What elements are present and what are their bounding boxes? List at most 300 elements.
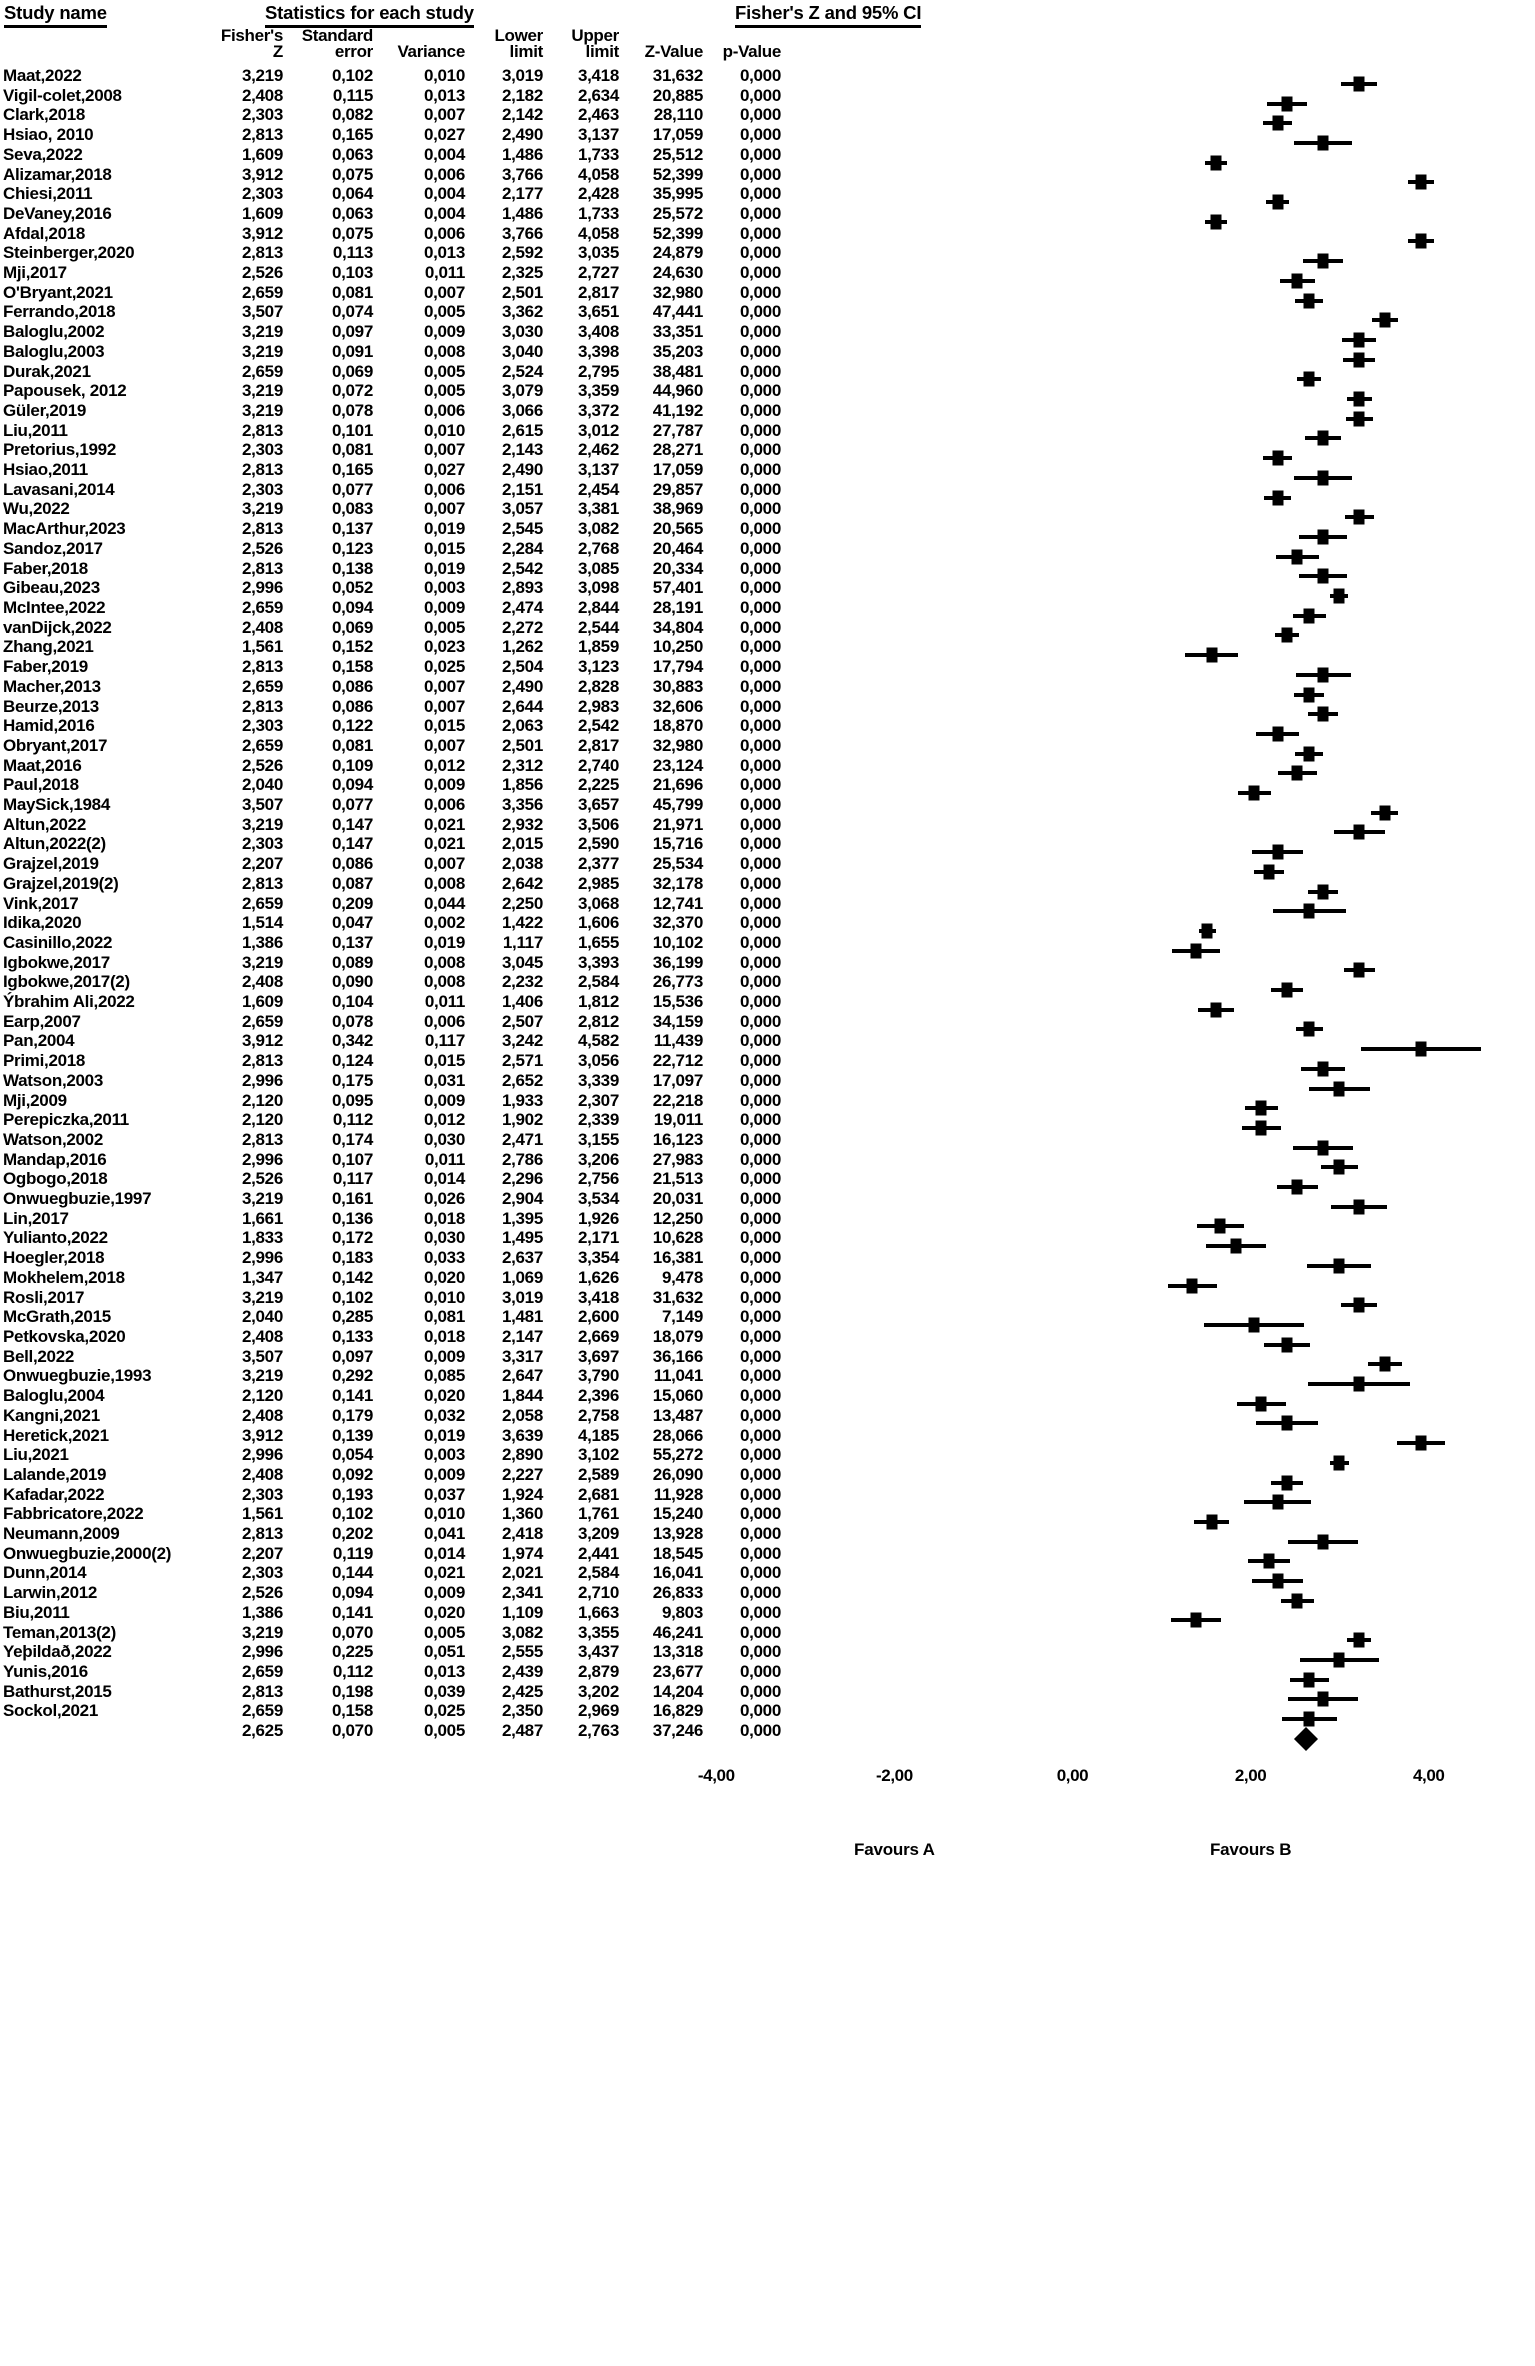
cell-lower-limit: 2,490 [501, 460, 543, 480]
cell-p-value: 0,000 [739, 499, 781, 519]
cell-lower-limit: 1,924 [501, 1484, 543, 1504]
cell-z-value: 26,833 [652, 1583, 703, 1603]
cell-standard-error: 0,202 [331, 1524, 373, 1544]
cell-lower-limit: 1,395 [501, 1208, 543, 1228]
cell-study-name: Igbokwe,2017 [3, 952, 110, 972]
effect-size-marker [1415, 1436, 1426, 1451]
cell-upper-limit: 2,812 [577, 1011, 619, 1031]
cell-variance: 0,025 [423, 657, 465, 677]
cell-lower-limit: 2,063 [501, 716, 543, 736]
cell-upper-limit: 2,377 [577, 854, 619, 874]
cell-standard-error: 0,075 [331, 223, 373, 243]
cell-standard-error: 0,077 [331, 795, 373, 815]
cell-p-value: 0,000 [739, 1366, 781, 1386]
cell-p-value: 0,000 [739, 105, 781, 125]
cell-variance: 0,007 [423, 105, 465, 125]
cell-fishers-z: 2,526 [241, 755, 283, 775]
cell-lower-limit: 1,974 [501, 1543, 543, 1563]
cell-variance: 0,007 [423, 440, 465, 460]
cell-p-value: 0,000 [739, 1543, 781, 1563]
cell-z-value: 24,630 [652, 263, 703, 283]
effect-size-marker [1354, 510, 1365, 525]
cell-lower-limit: 2,182 [501, 85, 543, 105]
cell-lower-limit: 3,766 [501, 164, 543, 184]
cell-variance: 0,023 [423, 637, 465, 657]
cell-fishers-z: 3,219 [241, 1622, 283, 1642]
cell-fishers-z: 2,996 [241, 1248, 283, 1268]
cell-fishers-z: 2,813 [241, 1129, 283, 1149]
cell-variance: 0,019 [423, 558, 465, 578]
cell-upper-limit: 2,756 [577, 1169, 619, 1189]
cell-fishers-z: 2,408 [241, 85, 283, 105]
cell-z-value: 18,545 [652, 1543, 703, 1563]
cell-p-value: 0,000 [739, 1307, 781, 1327]
cell-p-value: 0,000 [739, 420, 781, 440]
cell-variance: 0,011 [424, 992, 465, 1012]
cell-lower-limit: 1,360 [501, 1504, 543, 1524]
cell-upper-limit: 3,339 [577, 1070, 619, 1090]
cell-lower-limit: 2,504 [501, 657, 543, 677]
cell-lower-limit: 2,893 [501, 578, 543, 598]
cell-lower-limit: 2,786 [501, 1149, 543, 1169]
cell-variance: 0,011 [424, 263, 465, 283]
cell-p-value: 0,000 [739, 144, 781, 164]
cell-fishers-z: 2,303 [241, 440, 283, 460]
cell-z-value: 11,041 [653, 1366, 703, 1386]
cell-study-name: Watson,2003 [3, 1070, 103, 1090]
axis-tick-label: 4,00 [1413, 1766, 1445, 1786]
column-header-z-value-label: Z-Value [644, 42, 703, 61]
cell-variance: 0,013 [423, 243, 465, 263]
cell-p-value: 0,000 [739, 893, 781, 913]
cell-p-value: 0,000 [739, 834, 781, 854]
cell-fishers-z: 2,813 [241, 243, 283, 263]
cell-lower-limit: 2,325 [501, 263, 543, 283]
cell-fishers-z: 2,813 [241, 696, 283, 716]
cell-variance: 0,005 [423, 302, 465, 322]
cell-fishers-z: 3,219 [241, 1287, 283, 1307]
cell-standard-error: 0,095 [331, 1090, 373, 1110]
cell-upper-limit: 2,727 [577, 263, 619, 283]
cell-variance: 0,008 [423, 341, 465, 361]
cell-fishers-z: 2,120 [241, 1110, 283, 1130]
cell-standard-error: 0,144 [331, 1563, 373, 1583]
cell-standard-error: 0,081 [331, 735, 373, 755]
cell-z-value: 28,191 [652, 597, 703, 617]
effect-size-marker [1272, 195, 1283, 210]
cell-study-name: Vink,2017 [3, 893, 79, 913]
cell-variance: 0,006 [423, 479, 465, 499]
cell-z-value: 15,240 [652, 1504, 703, 1524]
cell-z-value: 15,536 [652, 992, 703, 1012]
cell-upper-limit: 2,463 [577, 105, 619, 125]
cell-p-value: 0,000 [739, 1208, 781, 1228]
cell-study-name: Liu,2021 [3, 1445, 69, 1465]
cell-variance: 0,009 [423, 775, 465, 795]
cell-upper-limit: 2,544 [577, 617, 619, 637]
cell-variance: 0,044 [423, 893, 465, 913]
cell-study-name: Yulianto,2022 [3, 1228, 108, 1248]
cell-study-name: Rosli,2017 [3, 1287, 85, 1307]
effect-size-marker [1272, 451, 1283, 466]
cell-standard-error: 0,158 [331, 657, 373, 677]
effect-size-marker [1415, 234, 1426, 249]
cell-z-value: 16,829 [652, 1701, 703, 1721]
cell-standard-error: 0,112 [332, 1661, 373, 1681]
effect-size-marker [1190, 1613, 1201, 1628]
effect-size-marker [1354, 352, 1365, 367]
cell-z-value: 23,124 [652, 755, 703, 775]
cell-lower-limit: 3,082 [501, 1622, 543, 1642]
cell-variance: 0,003 [423, 1445, 465, 1465]
cell-variance: 0,018 [423, 1208, 465, 1228]
cell-upper-limit: 2,740 [577, 755, 619, 775]
cell-upper-limit: 2,983 [577, 696, 619, 716]
cell-fishers-z: 2,303 [241, 479, 283, 499]
effect-size-marker [1334, 1258, 1345, 1273]
cell-z-value: 25,512 [652, 144, 703, 164]
cell-fishers-z: 2,408 [241, 972, 283, 992]
cell-standard-error: 0,179 [331, 1405, 373, 1425]
cell-fishers-z: 2,659 [241, 1011, 283, 1031]
column-header-standard-error-line1: Standard [301, 26, 373, 45]
column-header-standard-error [283, 28, 373, 66]
cell-p-value: 0,000 [739, 696, 781, 716]
cell-upper-limit: 3,790 [577, 1366, 619, 1386]
cell-fishers-z: 1,661 [241, 1208, 283, 1228]
cell-study-name: Chiesi,2011 [3, 184, 93, 204]
axis-tick-label: -4,00 [697, 1766, 735, 1786]
cell-fishers-z: 1,561 [241, 1504, 283, 1524]
cell-upper-limit: 3,408 [577, 322, 619, 342]
cell-variance: 0,051 [423, 1642, 465, 1662]
cell-fishers-z: 2,625 [241, 1721, 283, 1741]
cell-study-name: Grajzel,2019(2) [3, 873, 119, 893]
cell-z-value: 52,399 [652, 223, 703, 243]
cell-lower-limit: 2,250 [501, 893, 543, 913]
cell-fishers-z: 1,347 [241, 1267, 283, 1287]
cell-p-value: 0,000 [739, 66, 781, 85]
cell-upper-limit: 2,879 [577, 1661, 619, 1681]
cell-z-value: 10,628 [652, 1228, 703, 1248]
cell-fishers-z: 3,912 [241, 1031, 283, 1051]
cell-p-value: 0,000 [739, 1386, 781, 1406]
cell-p-value: 0,000 [739, 361, 781, 381]
cell-variance: 0,008 [423, 873, 465, 893]
cell-p-value: 0,000 [739, 538, 781, 558]
cell-fishers-z: 1,386 [241, 932, 283, 952]
cell-fishers-z: 2,813 [241, 1051, 283, 1071]
cell-study-name: Hoegler,2018 [3, 1248, 105, 1268]
effect-size-marker [1264, 864, 1275, 879]
cell-variance: 0,010 [423, 420, 465, 440]
cell-fishers-z: 3,507 [241, 1346, 283, 1366]
cell-variance: 0,006 [423, 400, 465, 420]
cell-upper-limit: 1,663 [577, 1602, 619, 1622]
cell-study-name: Ferrando,2018 [3, 302, 116, 322]
cell-fishers-z: 2,408 [241, 1405, 283, 1425]
cell-study-name: Grajzel,2019 [3, 854, 99, 874]
cell-p-value: 0,000 [739, 1445, 781, 1465]
cell-variance: 0,007 [423, 282, 465, 302]
cell-study-name: DeVaney,2016 [3, 203, 112, 223]
cell-study-name: Heretick,2021 [3, 1425, 109, 1445]
cell-p-value: 0,000 [739, 519, 781, 539]
cell-variance: 0,033 [423, 1248, 465, 1268]
cell-fishers-z: 2,659 [241, 282, 283, 302]
effect-size-marker [1354, 76, 1365, 91]
cell-fishers-z: 2,303 [241, 105, 283, 125]
cell-z-value: 27,983 [652, 1149, 703, 1169]
cell-lower-limit: 2,647 [501, 1366, 543, 1386]
cell-standard-error: 0,141 [331, 1386, 373, 1406]
cell-standard-error: 0,124 [331, 1051, 373, 1071]
cell-upper-limit: 3,102 [577, 1445, 619, 1465]
cell-upper-limit: 1,812 [577, 992, 619, 1012]
cell-lower-limit: 3,242 [501, 1031, 543, 1051]
cell-fishers-z: 2,659 [241, 361, 283, 381]
cell-variance: 0,002 [423, 913, 465, 933]
summary-diamond [1294, 1727, 1318, 1751]
group-header-study-name: Study name [4, 2, 107, 28]
cell-lower-limit: 2,471 [501, 1129, 543, 1149]
cell-upper-limit: 4,185 [577, 1425, 619, 1445]
cell-variance: 0,015 [423, 716, 465, 736]
effect-size-marker [1292, 766, 1303, 781]
cell-study-name: Liu,2011 [3, 420, 68, 440]
cell-lower-limit: 2,637 [501, 1248, 543, 1268]
effect-size-marker [1318, 1692, 1329, 1707]
cell-p-value: 0,000 [739, 1169, 781, 1189]
cell-study-name: Fabbricatore,2022 [3, 1504, 144, 1524]
effect-size-marker [1249, 1317, 1260, 1332]
effect-size-marker [1210, 155, 1221, 170]
effect-size-marker [1272, 1495, 1283, 1510]
cell-variance: 0,010 [423, 1504, 465, 1524]
cell-standard-error: 0,165 [331, 460, 373, 480]
effect-size-marker [1379, 313, 1390, 328]
cell-z-value: 21,971 [652, 814, 703, 834]
cell-standard-error: 0,054 [331, 1445, 373, 1465]
cell-variance: 0,009 [423, 1090, 465, 1110]
cell-variance: 0,014 [423, 1169, 465, 1189]
cell-p-value: 0,000 [739, 322, 781, 342]
cell-study-name: vanDijck,2022 [3, 617, 112, 637]
cell-variance: 0,020 [423, 1386, 465, 1406]
cell-study-name: Mokhelem,2018 [3, 1267, 125, 1287]
cell-variance: 0,019 [423, 932, 465, 952]
cell-standard-error: 0,072 [331, 381, 373, 401]
cell-lower-limit: 2,284 [501, 538, 543, 558]
cell-fishers-z: 2,040 [241, 775, 283, 795]
cell-upper-limit: 3,506 [577, 814, 619, 834]
cell-z-value: 21,696 [652, 775, 703, 795]
cell-variance: 0,007 [423, 696, 465, 716]
cell-lower-limit: 2,177 [501, 184, 543, 204]
cell-standard-error: 0,152 [331, 637, 373, 657]
effect-size-marker [1304, 746, 1315, 761]
cell-standard-error: 0,104 [331, 992, 373, 1012]
cell-z-value: 12,250 [652, 1208, 703, 1228]
cell-z-value: 57,401 [652, 578, 703, 598]
cell-standard-error: 0,077 [331, 479, 373, 499]
cell-standard-error: 0,137 [331, 932, 373, 952]
cell-variance: 0,019 [423, 1425, 465, 1445]
cell-standard-error: 0,285 [331, 1307, 373, 1327]
cell-fishers-z: 2,040 [241, 1307, 283, 1327]
cell-study-name [0, 1721, 205, 1741]
cell-study-name: Vigil-colet,2008 [3, 85, 122, 105]
cell-variance: 0,012 [423, 1110, 465, 1130]
cell-p-value: 0,000 [739, 735, 781, 755]
cell-upper-limit: 2,590 [577, 834, 619, 854]
cell-standard-error: 0,342 [331, 1031, 373, 1051]
effect-size-marker [1304, 1672, 1315, 1687]
cell-upper-limit: 2,584 [577, 972, 619, 992]
cell-p-value: 0,000 [739, 578, 781, 598]
effect-size-marker [1281, 1416, 1292, 1431]
effect-size-marker [1334, 1455, 1345, 1470]
cell-z-value: 22,218 [652, 1090, 703, 1110]
cell-variance: 0,009 [423, 1583, 465, 1603]
cell-study-name: Maat,2016 [3, 755, 82, 775]
cell-fishers-z: 1,609 [241, 144, 283, 164]
cell-upper-limit: 3,418 [577, 66, 619, 85]
cell-standard-error: 0,138 [331, 558, 373, 578]
cell-lower-limit: 2,151 [501, 479, 543, 499]
cell-study-name: Wu,2022 [3, 499, 70, 519]
cell-lower-limit: 2,147 [501, 1327, 543, 1346]
cell-variance: 0,026 [423, 1189, 465, 1209]
cell-fishers-z: 3,219 [241, 66, 283, 85]
cell-standard-error: 0,198 [331, 1681, 373, 1701]
cell-fishers-z: 2,996 [241, 1445, 283, 1465]
cell-lower-limit: 2,507 [501, 1011, 543, 1031]
column-header-variance-label: Variance [397, 42, 465, 61]
cell-fishers-z: 2,207 [241, 1543, 283, 1563]
effect-size-marker [1415, 1042, 1426, 1057]
cell-upper-limit: 1,859 [577, 637, 619, 657]
cell-lower-limit: 1,481 [501, 1307, 543, 1327]
cell-lower-limit: 1,262 [501, 637, 543, 657]
cell-upper-limit: 3,123 [577, 657, 619, 677]
cell-upper-limit: 2,542 [577, 716, 619, 736]
cell-upper-limit: 3,657 [577, 795, 619, 815]
cell-fishers-z: 3,219 [241, 381, 283, 401]
cell-study-name: Obryant,2017 [3, 735, 108, 755]
cell-fishers-z: 2,996 [241, 1070, 283, 1090]
cell-lower-limit: 2,350 [501, 1701, 543, 1721]
cell-z-value: 34,159 [652, 1011, 703, 1031]
cell-p-value: 0,000 [739, 243, 781, 263]
cell-variance: 0,008 [423, 972, 465, 992]
cell-standard-error: 0,102 [331, 1287, 373, 1307]
cell-variance: 0,015 [423, 1051, 465, 1071]
cell-lower-limit: 2,425 [501, 1681, 543, 1701]
column-header-upper-limit-line1: Upper [571, 26, 619, 45]
cell-study-name: Idika,2020 [3, 913, 82, 933]
cell-variance: 0,027 [423, 125, 465, 145]
cell-p-value: 0,000 [739, 637, 781, 657]
cell-lower-limit: 1,486 [501, 203, 543, 223]
cell-fishers-z: 3,219 [241, 499, 283, 519]
cell-fishers-z: 2,659 [241, 597, 283, 617]
cell-study-name: Macher,2013 [3, 676, 101, 696]
cell-variance: 0,020 [423, 1602, 465, 1622]
cell-fishers-z: 3,912 [241, 1425, 283, 1445]
cell-p-value: 0,000 [739, 854, 781, 874]
cell-lower-limit: 2,524 [501, 361, 543, 381]
cell-standard-error: 0,225 [331, 1642, 373, 1662]
cell-variance: 0,013 [423, 85, 465, 105]
cell-lower-limit: 2,542 [501, 558, 543, 578]
cell-variance: 0,018 [423, 1327, 465, 1346]
cell-variance: 0,030 [423, 1129, 465, 1149]
cell-upper-limit: 3,354 [577, 1248, 619, 1268]
effect-size-marker [1230, 1239, 1241, 1254]
cell-standard-error: 0,069 [331, 617, 373, 637]
cell-upper-limit: 3,082 [577, 519, 619, 539]
effect-size-marker [1304, 904, 1315, 919]
cell-variance: 0,037 [423, 1484, 465, 1504]
cell-z-value: 29,857 [652, 479, 703, 499]
axis-tick-label: 0,00 [1056, 1766, 1089, 1786]
effect-size-marker [1206, 648, 1217, 663]
cell-variance: 0,007 [423, 676, 465, 696]
cell-p-value: 0,000 [739, 164, 781, 184]
cell-variance: 0,027 [423, 460, 465, 480]
cell-variance: 0,021 [423, 1563, 465, 1583]
cell-study-name: Igbokwe,2017(2) [3, 972, 130, 992]
cell-fishers-z: 2,813 [241, 125, 283, 145]
cell-variance: 0,009 [423, 322, 465, 342]
cell-p-value: 0,000 [739, 223, 781, 243]
cell-lower-limit: 2,058 [501, 1405, 543, 1425]
effect-size-marker [1304, 372, 1315, 387]
cell-upper-limit: 2,225 [577, 775, 619, 795]
cell-fishers-z: 2,813 [241, 873, 283, 893]
cell-z-value: 9,478 [661, 1267, 703, 1287]
cell-upper-limit: 2,428 [577, 184, 619, 204]
cell-z-value: 31,632 [652, 66, 703, 85]
cell-standard-error: 0,075 [331, 164, 373, 184]
cell-standard-error: 0,142 [331, 1267, 373, 1287]
effect-size-marker [1334, 1652, 1345, 1667]
cell-z-value: 20,565 [652, 519, 703, 539]
cell-standard-error: 0,087 [331, 873, 373, 893]
cell-p-value: 0,000 [739, 755, 781, 775]
cell-variance: 0,081 [423, 1307, 465, 1327]
cell-lower-limit: 1,422 [501, 913, 543, 933]
cell-upper-limit: 2,768 [577, 538, 619, 558]
effect-size-marker [1318, 529, 1329, 544]
cell-standard-error: 0,115 [332, 85, 373, 105]
cell-study-name: MacArthur,2023 [3, 519, 126, 539]
cell-study-name: Petkovska,2020 [3, 1327, 126, 1346]
cell-fishers-z: 3,219 [241, 322, 283, 342]
cell-lower-limit: 1,109 [501, 1602, 543, 1622]
cell-z-value: 22,712 [652, 1051, 703, 1071]
effect-size-marker [1304, 293, 1315, 308]
cell-study-name: Baloglu,2003 [3, 341, 105, 361]
cell-z-value: 25,534 [652, 854, 703, 874]
cell-z-value: 41,192 [652, 400, 703, 420]
cell-p-value: 0,000 [739, 1622, 781, 1642]
cell-p-value: 0,000 [739, 1011, 781, 1031]
column-header-lower-limit-line2: limit [509, 42, 543, 61]
cell-p-value: 0,000 [739, 1701, 781, 1721]
cell-z-value: 36,166 [652, 1346, 703, 1366]
